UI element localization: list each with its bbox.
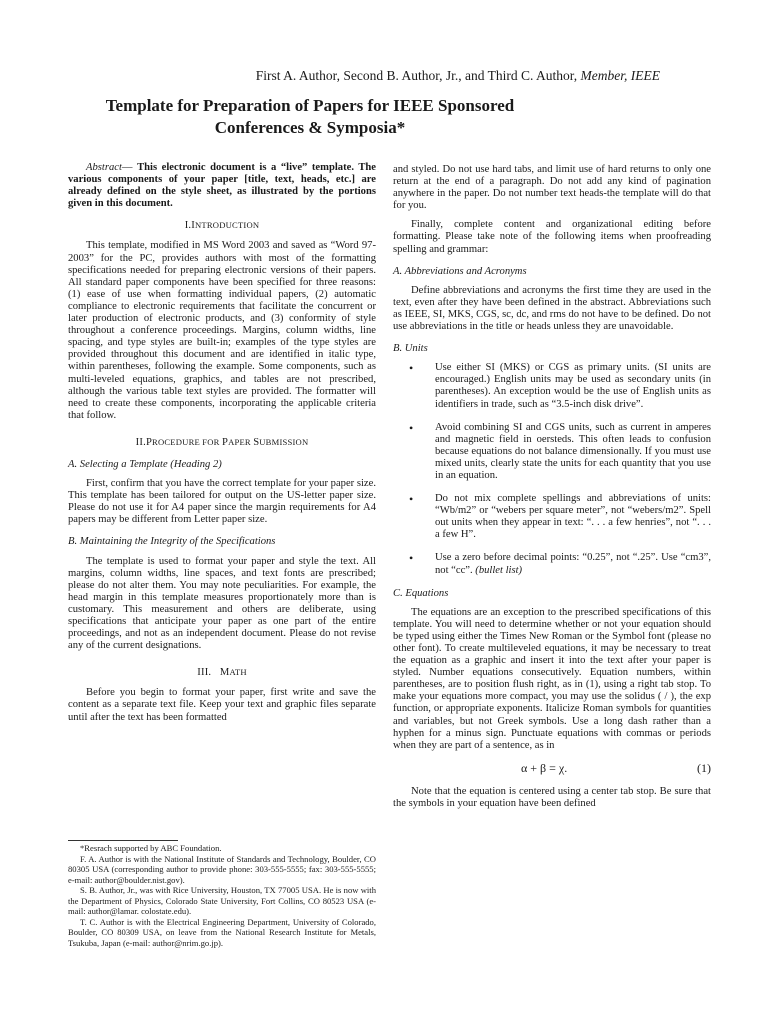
math-paragraph-1-continued: and styled. Do not use hard tabs, and limit use of hard returns to only one return at the end of a paragraph. Do not add any kind of pagination anywhere in the paper. Do not number text heads-the template will do that for you.	[393, 164, 711, 212]
paper-title	[40, 95, 580, 139]
heading-smallcaps: NTRODUCTION	[195, 220, 260, 231]
heading-initial: M	[219, 667, 230, 679]
equation-1	[393, 760, 711, 780]
subsection-heading-integrity: B. Maintaining the Integrity of the Specifications	[68, 536, 276, 548]
list-item	[435, 552, 711, 576]
section-numeral: II.	[135, 436, 146, 448]
subsection-heading-equations: C. Equations	[393, 587, 449, 599]
footnotes	[68, 843, 376, 948]
author-names: First A. Author, Second B. Author, Jr., and Third C. Author,	[255, 68, 578, 83]
bullet-text: Use a zero before decimal points: “0.25”, not “.25”. Use “cm3”, not “cc”.	[435, 552, 711, 576]
left-column	[68, 162, 376, 724]
heading-smallcaps: ROCEDURE FOR	[152, 436, 222, 447]
heading-smallcaps: APER	[228, 436, 254, 447]
heading-smallcaps: ATH	[229, 667, 247, 678]
math-paragraph-2: Finally, complete content and organizational editing before formatting. Please take note of the following items when proofreading spelling and grammar:	[393, 219, 711, 255]
equation-number: (1)	[697, 760, 711, 775]
equations-paragraph-after: Note that the equation is centered using a center tab stop. Be sure that the symbols in your equation have been defined	[393, 785, 711, 809]
list-item: • Do not mix complete spellings and abbreviations of units: “Wb/m2” or “webers per square meter”, not “webers/m2”. Spell out units when they appear in text: “. . . a few henries”, not “. . . a few H”.	[435, 493, 711, 541]
math-paragraph-1: Before you begin to format your paper, first write and save the content as a separate text file. Keep your text and graphic files separate until after the text has been formatted	[68, 687, 376, 723]
selecting-template-paragraph: First, confirm that you have the correct template for your paper size. This template has been tailored for output on the US-letter paper size. Please do not use it for A4 paper since the margin requirements for A4 papers may be different from Letter paper size.	[68, 478, 376, 526]
heading-smallcaps: UBMISSION	[259, 436, 309, 447]
heading-initial: S	[253, 436, 260, 448]
section-heading-procedure	[68, 436, 376, 449]
title-line-2: Conferences & Symposia*	[214, 118, 406, 137]
abbreviations-paragraph: Define abbreviations and acronyms the first time they are used in the text, even after they have been defined in the abstract. Abbreviations such as IEEE, SI, MKS, CGS, sc, dc, and rms do not have to be defined. Do not use abbreviations in the title or heads unless they are unavoidable.	[393, 284, 711, 333]
list-item: • Use either SI (MKS) or CGS as primary units. (SI units are encouraged.) English units may be used as secondary units (in parentheses). An exception would be the use of English units as identifiers in trade, such as “3.5-inch disk drive”.	[435, 362, 711, 410]
footnote-funding: *Resrach supported by ABC Foundation.	[80, 843, 222, 853]
abstract-label: Abstract	[86, 162, 122, 173]
section-heading-math	[68, 666, 376, 679]
heading-initial: P	[145, 436, 153, 448]
footnote-author-2: S. B. Author, Jr., was with Rice University, Houston, TX 77005 USA. He is now with the Department of Physics, Colorado State University, Fort Collins, CO 80523 USA (e-mail: author@lamar. colostate.edu).	[68, 885, 376, 916]
subsection-heading-units: B. Units	[393, 343, 428, 355]
abstract	[68, 162, 376, 210]
heading-initial: I	[191, 220, 196, 232]
author-membership: Member, IEEE	[580, 68, 660, 83]
intro-paragraph: This template, modified in MS Word 2003 and saved as “Word 97-2003” for the PC, provides authors with most of the formatting specifications needed for preparing electronic versions of their papers. All standard paper components have been specified for three reasons: (1) ease of use when formatting individual papers, (2) automatic compliance to electronic requirements that facilitate the concurrent or later production of electronic products, and (3) conformity of style throughout a conference proceedings. Margins, column widths, line spacing, and type styles are built-in; examples of the type styles are provided throughout this document and are identified in italic type, within parentheses, following the example. Some components, such as multi-leveled equations, graphics, and tables are not prescribed, although the various table text styles are provided. The formatter will need to create these components, incorporating the applicable criteria that follow.	[68, 240, 376, 421]
right-column	[393, 164, 711, 810]
equation-expression: α + β = χ.	[521, 760, 568, 775]
footnote-author-3: T. C. Author is with the Electrical Engineering Department, University of Colorado, Boulder, CO 80309 USA, on leave from the National Research Institute for Metals, Tsukuba, Japan (e-mail: author@nrim.go.jp).	[68, 916, 376, 948]
section-numeral: I.	[184, 220, 192, 232]
section-heading-introduction	[68, 219, 376, 232]
integrity-paragraph: The template is used to format your paper and style the text. All margins, column widths, line spaces, and text fonts are prescribed; please do not alter them. You may note peculiarities. For example, the head margin in this template measures proportionately more than is customary. This measurement and others are deliberate, using specifications that anticipate your paper as one part of the entire proceedings, and not as an independent document. Please do not revise any of the current designations.	[68, 555, 376, 652]
equations-paragraph: The equations are an exception to the prescribed specifications of this template. You will need to determine whether or not your equation should be typed using either the Times New Roman or the Symbol font (please no other font). To create multileveled equations, it may be necessary to treat the equation as a graphic and insert it into the text after your paper is styled. Number equations consecutively. Equation numbers, within parentheses, are to position flush right, as in (1), using a right tab stop. To make your equations more compact, you may use the solidus ( / ), the exp function, or appropriate exponents. Italicize Roman symbols for quantities and variables, but not Greek symbols. Use a long dash rather than a hyphen for a minus sign. Punctuate equations with commas or periods when they are part of a sentence, as in	[393, 606, 711, 751]
section-numeral: III.	[197, 667, 212, 679]
author-line	[256, 68, 660, 84]
heading-initial: P	[221, 436, 229, 448]
bullet-style-note: (bullet list)	[475, 564, 523, 576]
abstract-text: This electronic document is a “live” template. The various components of your paper [title, text, heads, etc.] are already defined on the style sheet, as illustrated by the portions given in this document.	[68, 162, 376, 210]
units-bullet-list	[393, 362, 711, 576]
abstract-dash: —	[121, 162, 138, 173]
title-line-1: Template for Preparation of Papers for IEEE Sponsored	[105, 96, 515, 115]
subsection-heading-abbreviations: A. Abbreviations and Acronyms	[393, 265, 527, 277]
footnote-rule	[68, 840, 178, 841]
footnote-author-1: F. A. Author is with the National Institute of Standards and Technology, Boulder, CO 80305 USA (corresponding author to provide phone: 303-555-5555; fax: 303-555-5555; e-mail: author@boulder.nist.gov).	[68, 853, 376, 885]
list-item: • Avoid combining SI and CGS units, such as current in amperes and magnetic field in oersteds. This often leads to confusion because equations do not balance dimensionally. If you must use mixed units, clearly state the units for each quantity that you use in an equation.	[435, 422, 711, 482]
subsection-heading-selecting-template: A. Selecting a Template (Heading 2)	[68, 458, 222, 470]
